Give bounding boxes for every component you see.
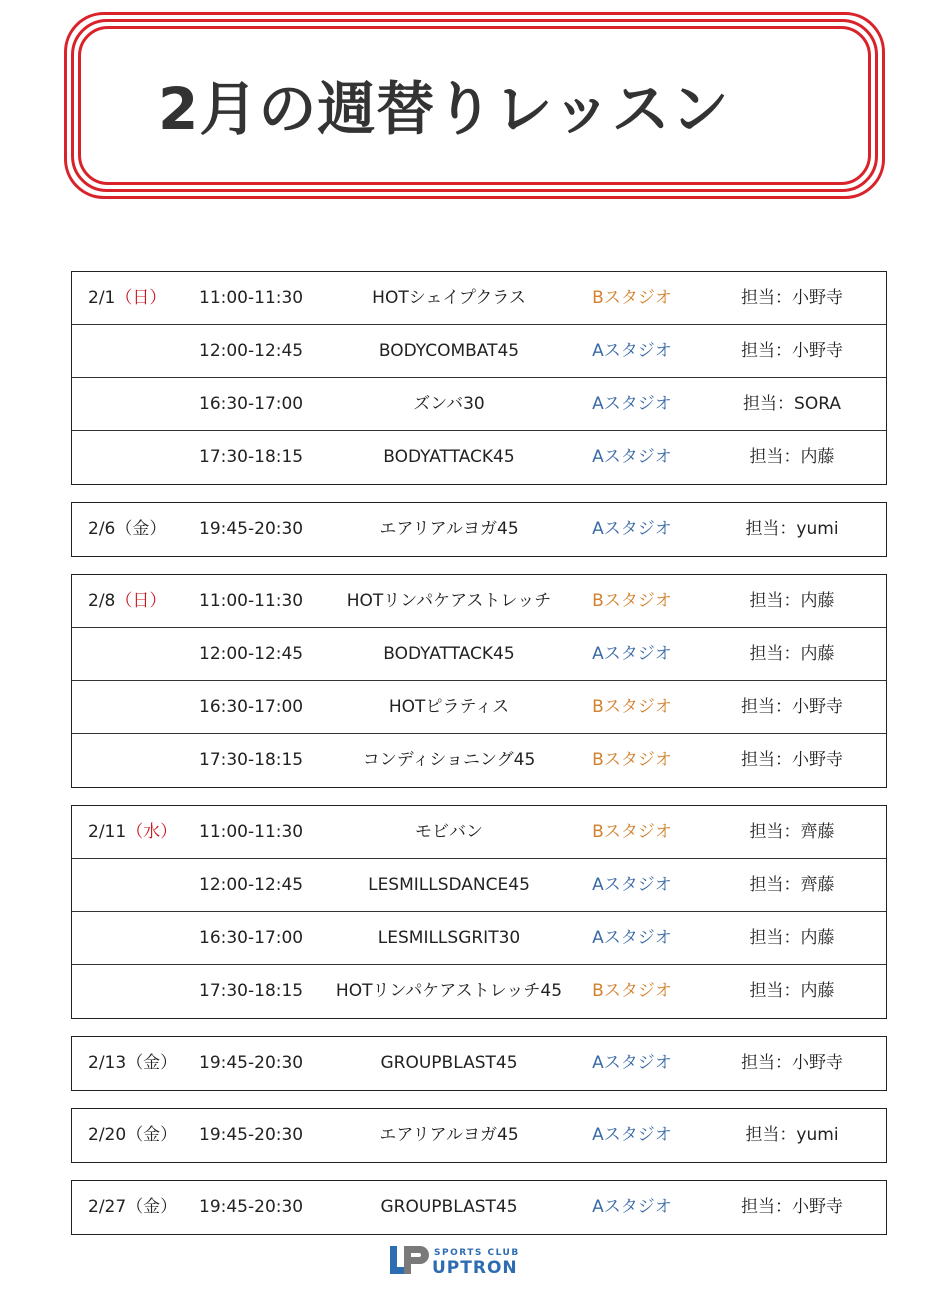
lesson-time: 17:30-18:15 — [199, 750, 304, 770]
lesson-name: コンディショニング45 — [362, 750, 536, 770]
lesson-studio: Aスタジオ — [592, 1197, 672, 1217]
lesson-studio: Aスタジオ — [592, 875, 672, 895]
lesson-studio: Aスタジオ — [592, 1125, 672, 1145]
lesson-name: LESMILLSDANCE45 — [368, 875, 530, 895]
lesson-name: BODYATTACK45 — [383, 447, 515, 467]
lesson-name: エアリアルヨガ45 — [379, 1125, 519, 1145]
lesson-studio: Aスタジオ — [592, 644, 672, 664]
lesson-studio: Bスタジオ — [592, 981, 672, 1001]
schedule-block — [71, 271, 887, 485]
lesson-row — [72, 1181, 886, 1234]
day-of-week: （水） — [126, 822, 178, 842]
lesson-row — [72, 806, 886, 859]
lesson-instructor: 担当：内藤 — [749, 591, 835, 611]
day-of-week: （金） — [126, 1125, 178, 1145]
lesson-date — [88, 806, 177, 859]
lesson-row — [72, 325, 886, 378]
lesson-date — [88, 1181, 177, 1234]
date-text: 2/1 — [88, 288, 116, 308]
lesson-name: エアリアルヨガ45 — [379, 519, 519, 539]
logo-mark-icon — [388, 1244, 430, 1276]
schedule-block — [71, 1180, 887, 1235]
lesson-row — [72, 628, 886, 681]
lesson-row — [72, 965, 886, 1018]
date-text: 2/11 — [88, 822, 127, 842]
lesson-time: 19:45-20:30 — [199, 1197, 304, 1217]
lesson-row — [72, 859, 886, 912]
date-text: 2/20 — [88, 1125, 127, 1145]
lesson-time: 16:30-17:00 — [199, 394, 304, 414]
lesson-studio: Aスタジオ — [592, 519, 672, 539]
lesson-instructor: 担当：小野寺 — [741, 1197, 843, 1217]
lesson-time: 19:45-20:30 — [199, 1125, 304, 1145]
lesson-row — [72, 1109, 886, 1162]
lesson-name: HOTシェイプクラス — [372, 288, 526, 308]
lesson-row — [72, 431, 886, 484]
schedule-block — [71, 805, 887, 1019]
lesson-row — [72, 378, 886, 431]
day-of-week: （金） — [126, 1053, 178, 1073]
lesson-instructor: 担当：小野寺 — [741, 750, 843, 770]
schedule-block — [71, 574, 887, 788]
lesson-name: ズンバ30 — [413, 394, 485, 414]
lesson-time: 17:30-18:15 — [199, 981, 304, 1001]
lesson-instructor: 担当：yumi — [745, 1125, 839, 1145]
lesson-row — [72, 503, 886, 556]
lesson-studio: Bスタジオ — [592, 591, 672, 611]
lesson-name: モビバン — [415, 822, 483, 842]
lesson-time: 11:00-11:30 — [199, 822, 304, 842]
logo-wordmark: UPTRON — [432, 1258, 518, 1278]
schedule-block — [71, 1108, 887, 1163]
lesson-name: BODYCOMBAT45 — [378, 341, 520, 361]
lesson-time: 12:00-12:45 — [199, 644, 304, 664]
lesson-instructor: 担当：小野寺 — [741, 288, 843, 308]
day-of-week: （日） — [115, 591, 167, 611]
lesson-date — [88, 1037, 177, 1090]
day-of-week: （金） — [115, 519, 167, 539]
lesson-time: 12:00-12:45 — [199, 875, 304, 895]
lesson-studio: Aスタジオ — [592, 1053, 672, 1073]
day-of-week: （日） — [115, 288, 167, 308]
lesson-instructor: 担当：yumi — [745, 519, 839, 539]
lesson-instructor: 担当：内藤 — [749, 981, 835, 1001]
lesson-time: 19:45-20:30 — [199, 1053, 304, 1073]
lesson-instructor: 担当：齊藤 — [749, 875, 835, 895]
uptron-logo — [388, 1244, 544, 1276]
lesson-name: HOTリンパケアストレッチ45 — [335, 981, 563, 1001]
schedule-block — [71, 1036, 887, 1091]
lesson-name: HOTピラティス — [388, 697, 510, 717]
lesson-time: 12:00-12:45 — [199, 341, 304, 361]
date-text: 2/6 — [88, 519, 116, 539]
lesson-row — [72, 575, 886, 628]
schedule-block — [71, 502, 887, 557]
lesson-instructor: 担当：小野寺 — [741, 1053, 843, 1073]
lesson-instructor: 担当：小野寺 — [741, 697, 843, 717]
lesson-studio: Bスタジオ — [592, 822, 672, 842]
day-of-week: （金） — [126, 1197, 178, 1217]
logo-tagline: SPORTS CLUB — [434, 1248, 520, 1258]
lesson-name: GROUPBLAST45 — [380, 1197, 518, 1217]
lesson-studio: Aスタジオ — [592, 928, 672, 948]
date-text: 2/27 — [88, 1197, 127, 1217]
lesson-row — [72, 1037, 886, 1090]
lesson-time: 16:30-17:00 — [199, 928, 304, 948]
lesson-instructor: 担当：内藤 — [749, 928, 835, 948]
lesson-date — [88, 503, 166, 556]
lesson-row — [72, 912, 886, 965]
lesson-name: LESMILLSGRIT30 — [377, 928, 521, 948]
lesson-time: 11:00-11:30 — [199, 591, 304, 611]
lesson-instructor: 担当：SORA — [743, 394, 841, 414]
lesson-instructor: 担当：内藤 — [749, 644, 835, 664]
lesson-time: 11:00-11:30 — [199, 288, 304, 308]
lesson-time: 19:45-20:30 — [199, 519, 304, 539]
lesson-studio: Bスタジオ — [592, 288, 672, 308]
lesson-studio: Bスタジオ — [592, 750, 672, 770]
lesson-time: 17:30-18:15 — [199, 447, 304, 467]
lesson-name: GROUPBLAST45 — [380, 1053, 518, 1073]
lesson-studio: Bスタジオ — [592, 697, 672, 717]
lesson-instructor: 担当：小野寺 — [741, 341, 843, 361]
date-text: 2/13 — [88, 1053, 127, 1073]
lesson-date — [88, 1109, 177, 1162]
lesson-row — [72, 272, 886, 325]
lesson-date — [88, 575, 166, 628]
lesson-row — [72, 681, 886, 734]
lesson-studio: Aスタジオ — [592, 447, 672, 467]
lesson-studio: Aスタジオ — [592, 341, 672, 361]
lesson-instructor: 担当：内藤 — [749, 447, 835, 467]
lesson-time: 16:30-17:00 — [199, 697, 304, 717]
lesson-instructor: 担当：齊藤 — [749, 822, 835, 842]
lesson-name: BODYATTACK45 — [383, 644, 515, 664]
lesson-name: HOTリンパケアストレッチ — [346, 591, 552, 611]
lesson-studio: Aスタジオ — [592, 394, 672, 414]
lesson-row — [72, 734, 886, 787]
lesson-date — [88, 272, 166, 325]
date-text: 2/8 — [88, 591, 116, 611]
page-title: 2月の週替りレッスン — [158, 75, 730, 143]
